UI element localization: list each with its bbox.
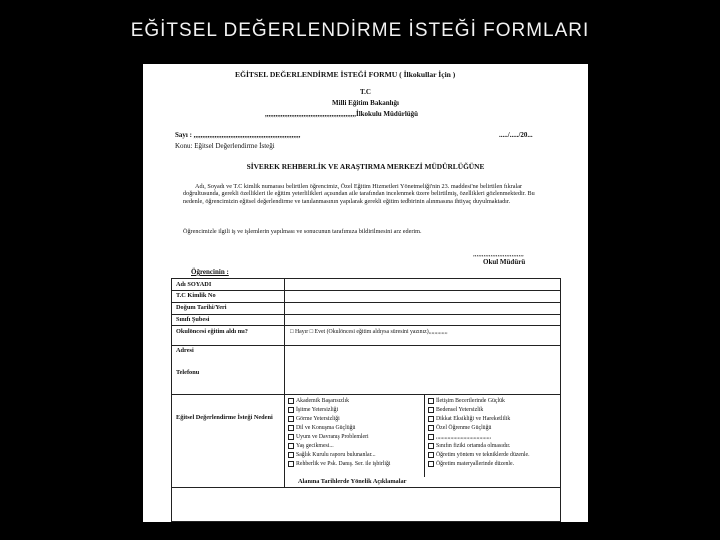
checkbox-icon[interactable] xyxy=(428,452,434,458)
recipient: SİVEREK REHBERLİK VE ARAŞTIRMA MERKEZİ MÜDÜRLÜĞÜNE xyxy=(246,162,485,171)
tc-heading: T.C xyxy=(360,88,371,96)
checkbox-icon[interactable] xyxy=(428,416,434,422)
signature-dots: ,,,,,,,,,,,,,,,,,,,,,,,,,,,,, xyxy=(473,250,524,258)
footer-heading: Alanına Tarihlerde Yönelik Açıklamalar xyxy=(298,478,407,485)
checkbox-icon[interactable] xyxy=(428,425,434,431)
school-line: ,,,,,,,,,,,,,,,,,,,,,,,,,,,,,,,,,,,,,,,,,,,,,,,,,,,,İlkokulu Müdürlüğü xyxy=(265,110,419,118)
checkbox-icon[interactable] xyxy=(288,416,294,422)
reason-option[interactable]: Sağlık Kurulu raporu bulunanlar... xyxy=(288,451,376,459)
reason-option[interactable]: Özel Öğrenme Güçlüğü xyxy=(428,424,491,432)
row-class-label: Sınıfı Şubesi xyxy=(176,316,210,323)
reason-option[interactable]: Sınıfın fiziki ortamda olmasıdır. xyxy=(428,442,510,450)
reason-option[interactable]: Görme Yetersizliği xyxy=(288,415,340,423)
date-line: ...../...../20... xyxy=(499,131,533,139)
checkbox-icon[interactable] xyxy=(428,398,434,404)
row-birth-label: Doğum Tarihi/Yeri xyxy=(176,304,227,311)
reason-option[interactable]: Yaş gecikmesi... xyxy=(288,442,334,450)
checkbox-icon[interactable] xyxy=(428,461,434,467)
reason-option[interactable]: İşitme Yetersizliği xyxy=(288,406,338,414)
reason-option[interactable]: Dikkat Eksikliği ve Hareketlilik xyxy=(428,415,510,423)
row-preschool-label: Okulöncesi eğitim aldı mı? xyxy=(176,328,248,335)
row-reason-label: Eğitsel Değerlendirme İsteği Nedeni xyxy=(176,414,273,421)
reason-option[interactable]: Uyum ve Davranış Problemleri xyxy=(288,433,369,441)
student-form-table xyxy=(171,278,561,522)
checkbox-icon[interactable] xyxy=(288,407,294,413)
checkbox-icon[interactable] xyxy=(288,434,294,440)
slide-title: EĞİTSEL DEĞERLENDİRME İSTEĞİ FORMLARI xyxy=(130,20,590,41)
row-tc-label: T.C Kimlik No xyxy=(176,292,216,299)
checkbox-icon[interactable] xyxy=(288,452,294,458)
signature-title: Okul Müdürü xyxy=(483,258,526,266)
reason-option[interactable]: Öğretim yöntem ve tekniklerde düzenle. xyxy=(428,451,530,459)
checkbox-icon[interactable] xyxy=(428,443,434,449)
reason-option[interactable]: İletişim Becerilerinde Güçlük xyxy=(428,397,505,405)
reason-option[interactable]: ,,,,,,,,,,,,,,,,,,,,,,,,,,,,,,,,,,,,,, xyxy=(428,433,491,441)
reason-option[interactable]: Akademik Başarısızlık xyxy=(288,397,349,405)
preschool-answer[interactable]: □ Hayır □ Evet (Okulöncesi eğitim aldıysa süresini yazınız),,,,,,,,,,,,, xyxy=(290,329,448,335)
sayi-line: Sayı : ,,,,,,,,,,,,,,,,,,,,,,,,,,,,,,,,,,,,,,,,,,,,,,,,,,,,,,,,,,,,, xyxy=(175,131,301,139)
checkbox-icon[interactable] xyxy=(428,407,434,413)
checkbox-icon[interactable] xyxy=(288,398,294,404)
checkbox-icon[interactable] xyxy=(288,443,294,449)
row-name-label: Adı SOYADI xyxy=(176,281,212,288)
konu-line: Konu: Eğitsel Değerlendirme İsteği xyxy=(175,142,275,150)
document-page xyxy=(143,64,588,522)
row-address-label: Adresi xyxy=(176,347,194,354)
checkbox-icon[interactable] xyxy=(288,461,294,467)
reason-option[interactable]: Bedensel Yetersizlik xyxy=(428,406,483,414)
form-title: EĞİTSEL DEĞERLENDİRME İSTEĞİ FORMU ( İlkokullar İçin ) xyxy=(235,70,456,79)
closing-paragraph: Öğrencimizle ilgili iş ve işlemlerin yapılması ve sonucunun tarafımıza bildirilmesini arz ederim. xyxy=(183,228,422,235)
ministry: Milli Eğitim Bakanlığı xyxy=(332,99,399,107)
reason-option[interactable]: Öğretim materyallerinde düzenle. xyxy=(428,460,514,468)
student-heading: Öğrencinin : xyxy=(191,268,229,276)
checkbox-icon[interactable] xyxy=(428,434,434,440)
body-paragraph: Adı, Soyadı ve T.C kimlik numarası belirtilen öğrencimiz, Özel Eğitim Hizmetleri Yönetmeliği'nin 23. maddesi'ne belirtilen fıkralar doğrultusunda, gerekli özellikleri ile eğitim yeterlilikleri açısından aile tarafından incelenmek üzere belirtilmiş, özellikleri gözlenmektedir. Bu nedenle, öğrencimizin eğitsel değerlendirme ve tanılanmasının yapılarak gerekli eğitim tedbirinin alınmasına ihtiyaç duyulmaktadır. xyxy=(183,183,535,205)
checkbox-icon[interactable] xyxy=(288,425,294,431)
reason-option[interactable]: Rehberlik ve Psk. Danış. Ser. ile işbirliği xyxy=(288,460,391,468)
reason-option[interactable]: Dil ve Konuşma Güçlüğü xyxy=(288,424,355,432)
row-phone-label: Telefonu xyxy=(176,369,200,376)
